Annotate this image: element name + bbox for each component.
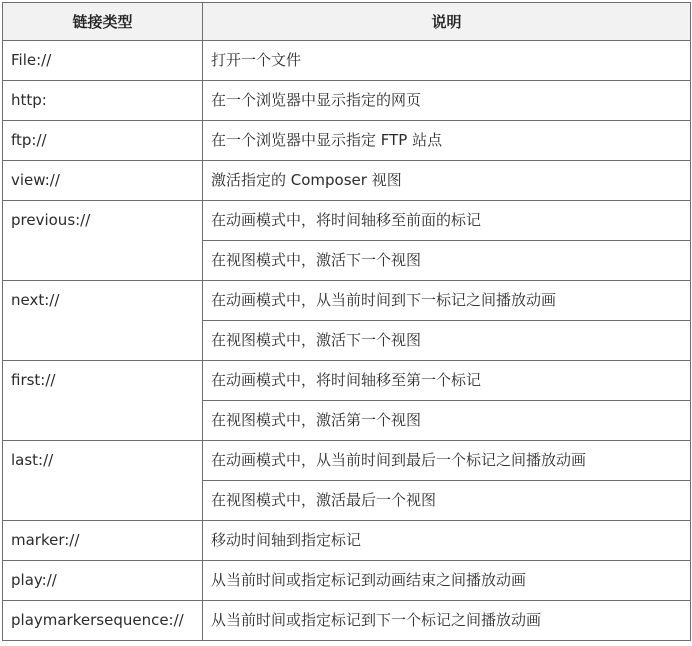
table-row [3, 281, 691, 321]
table-row [3, 601, 691, 641]
table-row [3, 41, 691, 81]
description-cell: 从当前时间或指定标记到下一个标记之间播放动画 [203, 601, 691, 641]
link-type-cell: next:// [3, 281, 203, 361]
description-cell: 在视图模式中，激活下一个视图 [203, 321, 691, 361]
description-cell: 在一个浏览器中显示指定的网页 [203, 81, 691, 121]
description-cell: 在视图模式中，激活下一个视图 [203, 241, 691, 281]
link-type-cell: ftp:// [3, 121, 203, 161]
table-row [3, 161, 691, 201]
header-description: 说明 [203, 3, 691, 41]
header-link-type: 链接类型 [3, 3, 203, 41]
description-cell: 激活指定的 Composer 视图 [203, 161, 691, 201]
table-header-row [3, 3, 691, 41]
table-row [3, 361, 691, 401]
link-type-cell: last:// [3, 441, 203, 521]
link-types-table-container [2, 2, 690, 641]
link-type-cell: playmarkersequence:// [3, 601, 203, 641]
description-cell: 在动画模式中，将时间轴移至前面的标记 [203, 201, 691, 241]
link-type-cell: File:// [3, 41, 203, 81]
link-type-cell: http: [3, 81, 203, 121]
table-row [3, 121, 691, 161]
table-row [3, 81, 691, 121]
table-row [3, 521, 691, 561]
description-cell: 在视图模式中，激活最后一个视图 [203, 481, 691, 521]
link-type-cell: first:// [3, 361, 203, 441]
table-body [3, 41, 691, 641]
description-cell: 在动画模式中，从当前时间到下一标记之间播放动画 [203, 281, 691, 321]
description-cell: 打开一个文件 [203, 41, 691, 81]
description-cell: 在一个浏览器中显示指定 FTP 站点 [203, 121, 691, 161]
table-row [3, 441, 691, 481]
description-cell: 在视图模式中，激活第一个视图 [203, 401, 691, 441]
description-cell: 移动时间轴到指定标记 [203, 521, 691, 561]
link-type-cell: play:// [3, 561, 203, 601]
link-types-table [2, 2, 691, 641]
link-type-cell: view:// [3, 161, 203, 201]
table-row [3, 201, 691, 241]
description-cell: 在动画模式中，从当前时间到最后一个标记之间播放动画 [203, 441, 691, 481]
description-cell: 在动画模式中，将时间轴移至第一个标记 [203, 361, 691, 401]
description-cell: 从当前时间或指定标记到动画结束之间播放动画 [203, 561, 691, 601]
link-type-cell: previous:// [3, 201, 203, 281]
table-row [3, 561, 691, 601]
link-type-cell: marker:// [3, 521, 203, 561]
